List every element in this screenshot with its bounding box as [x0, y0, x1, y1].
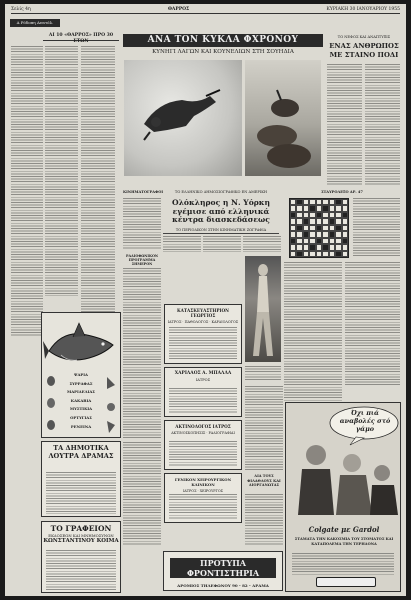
fish-ad-line: ΚΑΚΑΒΙΑ	[70, 397, 92, 403]
fish-ad-line: ΟΡΤΥΓΙΑΣ	[70, 414, 92, 420]
shellfish-illustration	[45, 371, 57, 435]
ad1-body: ΙΑΤΡΟΣ · ΠΑΘΟΛΟΓΟΣ · ΚΑΡΔΙΟΛΟΓΟΣ	[167, 320, 239, 324]
banner: ΑΝΑ ΤΟΝ ΚΥΚΛΑ ΦΧΡΟΝΟΥ	[123, 34, 323, 47]
ad2-text	[169, 388, 237, 414]
colgate-text	[292, 553, 394, 575]
cinema-text	[123, 198, 161, 250]
center-col-d	[245, 386, 283, 470]
america-text-b	[203, 236, 241, 252]
hunting-photo-left	[124, 60, 242, 176]
right-text-a	[327, 64, 362, 186]
center-col-c	[284, 262, 342, 402]
right-kicker: ΤΟ ΝΕΦΟΣ ΚΑΙ ΑΝΑΠΤΥΞΙΣ	[337, 35, 391, 39]
center-left-lower	[123, 442, 161, 546]
rabbits-figure	[245, 60, 321, 176]
crossword-clues-b	[345, 262, 400, 386]
ad3-body: ΑΚΤΙΝΟΣΚΟΠΗΣΙΣ · ΡΑΔΙΟΓΡΑΦΙΑΙ	[171, 431, 235, 435]
dancer-photo	[245, 256, 281, 362]
fish-ad-line: ΜΑΡΙΔΕΛΙΑΣ	[67, 389, 95, 395]
municipal-baths-ad	[41, 441, 121, 517]
baths-text	[46, 472, 116, 514]
ad3-text	[169, 441, 237, 467]
baths-title: ΤΑ ΔΗΜΟΤΙΚΑ ΛΟΥΤΡΑ ΔΡΑΜΑΣ	[48, 444, 114, 460]
toothpaste-tube	[316, 577, 376, 587]
right-text-b	[365, 64, 400, 186]
fish-ad-line: ΡΕΝΕΙΝΑ	[70, 423, 92, 429]
fish-ad-line: ΜΥΣΤΙΚΙΑ	[69, 406, 93, 412]
fish-ad-lines	[60, 371, 102, 431]
left-column-text-b	[45, 46, 78, 296]
hunting-photo-right	[245, 60, 321, 176]
sports-fans-text	[245, 494, 283, 546]
office-subtitle: ΕΚΔΟΣΕΩΝ ΚΑΙ ΜΝΗΜΟΣΥΝΩΝ	[48, 533, 114, 538]
newspaper-page	[5, 4, 406, 596]
colgate-brand: Colgate με Gardol	[308, 525, 380, 534]
hunter-figure	[124, 60, 242, 176]
office-ad	[41, 521, 121, 593]
ad4-body: ΙΑΤΡΟΣ · ΧΕΙΡΟΥΡΓΟΣ	[182, 489, 224, 493]
colgate-ad	[285, 402, 401, 592]
tutoring-phone: ΑΡΟΜΙΟΣ ΤΗΛΕΦΩΝΟΥ 90 - 82 - ΔΡΑΜΑ	[177, 583, 269, 588]
left-column-title: ΑΙ 10 «ΘΑΡΡΟΣ» ΠΡΟ 30 ΕΤΩΝ	[43, 33, 119, 41]
ad-ballas	[164, 367, 242, 417]
sports-fans-title: ΔΙΑ ΤΟΥΣ ΦΙΛΑΘΛΟΥΣ ΚΑΙ ΔΙΟΡΓΑΝΩΤΑΣ	[247, 474, 281, 488]
ad2-body: ΙΑΤΡΟΣ	[195, 378, 211, 382]
america-kicker: ΤΟ ΕΛΛΗΝΙΚΟ ΔΗΜΟΣΙΟΓΡΑΦΙΚΟ ΕΝ ΑΜΕΡΙΚΗ	[174, 190, 268, 194]
crossword-heading: ΣΤΑΥΡΟΛΕΞΟ ΑΡ. 47	[321, 190, 363, 194]
issue-date: ΚΥΡΙΑΚΗ 30 ΙΑΝΟΥΑΡΙΟΥ 1955	[326, 7, 400, 12]
office-text	[46, 550, 116, 590]
fish-ad-line: ΣΥΡΡΑΦΑΣ	[69, 380, 93, 386]
dancer-caption	[245, 366, 281, 380]
ad1-title: ΚΑΤΑΣΚΕΥΑΣΤΗΡΙΟΝ ΓΕΩΡΓΙΟΣ	[177, 308, 229, 318]
page-header	[11, 6, 400, 14]
fish-ad-line: ΨΑΡΙΑ	[74, 372, 88, 377]
right-headline: ΕΝΑΣ ΑΝΘΡΩΠΟΣ ΜΕ ΣΤΑΙΝΟ ΠΟΔΙ	[329, 42, 399, 59]
crossword-clues-a	[353, 198, 400, 258]
cinema-heading: ΚΙΝΗΜΑΤΟΓΡΑΦΟΙ	[123, 190, 164, 194]
tutoring-title: ΠΡΟΤΥΠΑ ΦΡΟΝΤΙΣΤΗΡΙΑ	[170, 558, 276, 578]
ad1-text	[169, 327, 237, 361]
left-label: Α Ρόδοπη Ανατόλ.	[10, 19, 60, 27]
fish-advertisement	[41, 312, 121, 438]
page-number: Σελίς 4η	[11, 7, 31, 12]
radio-text	[123, 268, 161, 438]
ad-kataskevastirion	[164, 304, 242, 364]
radio-heading: ΡΑΔΙΟΦΩΝΙΚΟΝ ΠΡΟΓΡΑΜΜΑ ΣΗΜΕΡΟΝ	[125, 254, 158, 266]
banner-caption: ΚΥΝΗΓΙ ΛΑΓΩΝ ΚΑΙ ΚΟΥΝΕΛΙΩΝ ΣΤΗ ΣΟΥΗΔΙΑ	[152, 49, 294, 55]
ad4-text	[169, 494, 237, 520]
america-text-c	[243, 236, 281, 252]
crossword-grid	[289, 198, 349, 258]
america-subhead: ΤΟ ΠΕΡΙΟΔΙΚΟΝ ΣΤΗΝ ΚΙΝΗΜΑΤΙΚΗ ΖΩΓΡΑΦΙΑ	[163, 228, 279, 234]
ad2-title: ΧΑΡΙΛΑΟΣ Α. ΜΠΑΛΛΑ	[174, 371, 232, 376]
ad-surgical	[164, 473, 242, 523]
colgate-slogan: Όχι πιά αναβολές στό γάμο	[339, 409, 391, 433]
america-headline: Ολόκληρος η Ν. Υόρκη εγέμισε από ελληνικά κέντρα διασκεδάσεως	[171, 198, 271, 225]
colgate-tagline: ΣΤΑΜΑΤΑ ΤΗΝ ΚΑΚΟΣΜΙΑ ΤΟΥ ΣΤΟΜΑΤΟΣ ΚΑΙ ΚΑΤΑΠΟΛΕΜΑ ΤΗΝ ΤΕΡΗΔΟΝΑ	[294, 537, 394, 546]
office-name: ΚΩΝΣΤΑΝΤΙΝΟΥ ΚΟΙΜΑ	[43, 538, 119, 544]
office-title: ΤΟ ΓΡΑΦΕΙΟΝ	[50, 524, 112, 533]
fish-illustration	[43, 315, 121, 369]
tutoring-ad	[163, 551, 283, 591]
ad3-title: ΑΚΤΙΝΟΛΟΓΟΣ ΙΑΤΡΟΣ	[175, 424, 231, 429]
shellfish-illustration-right	[105, 371, 117, 435]
ad-radiologist	[164, 420, 242, 470]
left-column-text-c	[81, 46, 115, 331]
paper-name: ΘΑΡΡΟΣ	[167, 7, 190, 12]
dancer-figure	[245, 256, 281, 362]
left-column-text-a	[11, 46, 43, 336]
america-text-a	[163, 236, 201, 252]
ad4-title: ΓΕΝΙΚΟΝ ΧΕΙΡΟΥΡΓΙΚΟΝ ΚΛΙΝΙΚΟΝ	[174, 477, 232, 487]
